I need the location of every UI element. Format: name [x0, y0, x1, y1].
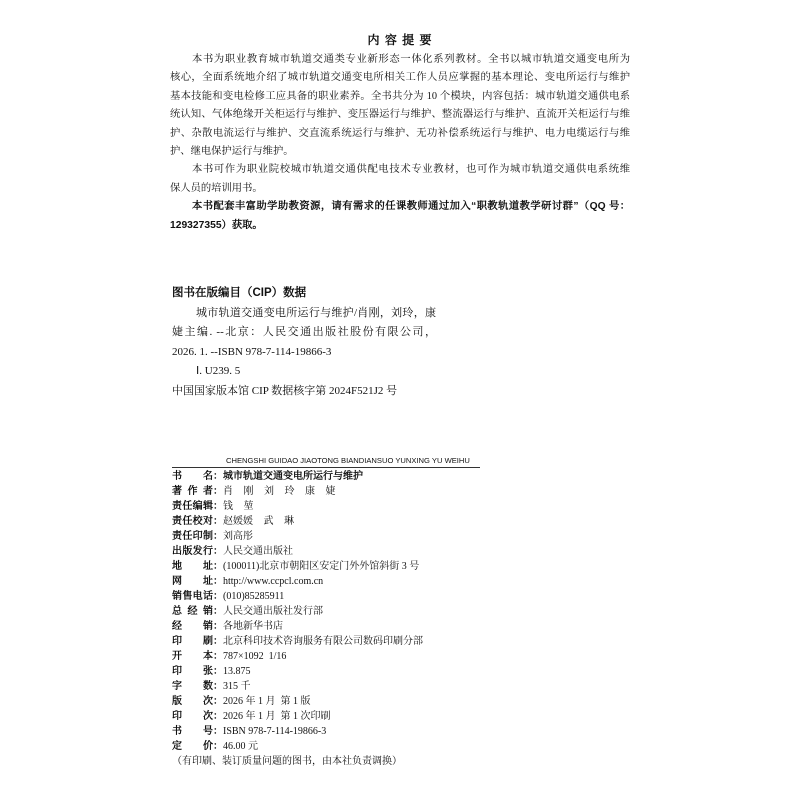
colophon-row-isbn	[172, 724, 423, 739]
colophon-row-general-distributor	[172, 604, 423, 619]
text-line: 保人员的培训用书。	[170, 182, 263, 194]
colophon-row-print-supervisor	[172, 529, 423, 544]
colophon-separator: ：	[213, 696, 223, 707]
cip-heading: 图书在版编目（CIP）数据	[172, 287, 307, 299]
colophon-row-proofreader	[172, 514, 423, 529]
colophon-value: 13.875	[223, 666, 251, 677]
colophon-row-website	[172, 574, 423, 589]
colophon-row-edition	[172, 694, 423, 709]
colophon-value: 人民交通出版社发行部	[223, 606, 323, 617]
colophon-label: 责任校对	[172, 516, 213, 527]
colophon-label: 责任编辑	[172, 501, 213, 512]
cip-line: 中国国家版本馆 CIP 数据核字第 2024F521J2 号	[172, 384, 398, 397]
colophon-separator: ：	[213, 591, 223, 602]
colophon-value: 肖 刚 刘 玲 康 婕	[223, 486, 336, 497]
divider	[172, 467, 480, 468]
summary-paragraph-3	[170, 198, 630, 235]
colophon-value: 赵媛媛 武 琳	[223, 516, 294, 527]
colophon-separator: ：	[213, 576, 223, 587]
colophon-separator: ：	[213, 531, 223, 542]
text-line: 本书为职业教育城市轨道交通类专业新形态一体化系列教材。全书以城市轨道交通变电所为	[192, 54, 630, 65]
colophon-separator: ：	[213, 681, 223, 692]
text-line: 护、杂散电流运行与维护、交直流系统运行与维护、无功补偿系统运行与维护、电力电缆运行与维	[170, 127, 630, 139]
colophon-note: （有印刷、装订质量问题的图书，由本社负责调换）	[172, 756, 402, 767]
colophon-label: 地 址	[172, 561, 213, 572]
colophon-separator: ：	[213, 711, 223, 722]
cip-line: 城市轨道交通变电所运行与维护/肖刚，刘玲，康	[196, 306, 436, 319]
colophon-separator: ：	[213, 651, 223, 662]
colophon-row-publisher	[172, 544, 423, 559]
colophon-separator: ：	[213, 621, 223, 632]
colophon-value: 315 千	[223, 681, 251, 692]
text-line: 基本技能和变电检修工应具备的职业素养。全书共分为 10 个模块，内容包括：城市轨道交通供电系	[170, 90, 630, 102]
pinyin-title: CHENGSHI GUIDAO JIAOTONG BIANDIANSUO YUNXING YU WEIHU	[226, 456, 470, 465]
colophon-separator: ：	[213, 516, 223, 527]
colophon-row-editor	[172, 499, 423, 514]
colophon-row-distributor	[172, 619, 423, 634]
colophon-value: 北京科印技术咨询服务有限公司数码印刷分部	[223, 636, 423, 647]
colophon-separator: ：	[213, 471, 223, 482]
colophon-value: (100011)北京市朝阳区安定门外外馆斜街 3 号	[223, 561, 420, 572]
colophon-label: 责任印制	[172, 531, 213, 542]
colophon-separator: ：	[213, 486, 223, 497]
colophon-label: 字 数	[172, 681, 213, 692]
text-line: 129327355）获取。	[170, 219, 263, 231]
colophon-label: 开 本	[172, 651, 213, 662]
colophon-row-format	[172, 649, 423, 664]
colophon-value: 787×1092 1/16	[223, 651, 287, 662]
colophon-value: 各地新华书店	[223, 621, 283, 632]
colophon-value: http://www.ccpcl.com.cn	[223, 576, 324, 587]
cip-line: Ⅰ. U239. 5	[196, 365, 241, 378]
colophon-row-impression	[172, 709, 423, 724]
colophon-row-sales-phone	[172, 589, 423, 604]
cip-line: 婕主编. --北京：人民交通出版社股份有限公司，	[172, 326, 436, 339]
summary-paragraph-1	[170, 51, 630, 161]
colophon-label: 书 名	[172, 471, 213, 482]
colophon-label: 网 址	[172, 576, 213, 587]
colophon-separator: ：	[213, 561, 223, 572]
text-line: 护、继电保护运行与维护。	[170, 145, 294, 157]
colophon-label: 印 次	[172, 711, 213, 722]
colophon-separator: ：	[213, 606, 223, 617]
colophon-value: (010)85285911	[223, 591, 285, 602]
colophon-separator: ：	[213, 636, 223, 647]
text-line: 统认知、气体绝缘开关柜运行与维护、变压器运行与维护、整流器运行与维护、直流开关柜运行与维	[170, 109, 630, 121]
colophon-label: 经 销	[172, 621, 213, 632]
colophon-label: 著 作 者	[172, 486, 213, 497]
text-line: 本书配套丰富助学助教资源，请有需求的任课教师通过加入“职教轨道教学研讨群”（QQ 号：	[192, 201, 630, 213]
colophon-label: 销售电话	[172, 591, 213, 602]
colophon-row-address	[172, 559, 423, 574]
colophon-separator: ：	[213, 726, 223, 737]
colophon-row-word-count	[172, 679, 423, 694]
colophon-row-title	[172, 469, 423, 484]
colophon-separator: ：	[213, 546, 223, 557]
colophon-separator: ：	[213, 501, 223, 512]
summary-paragraph-2	[170, 161, 630, 198]
summary-section	[170, 51, 630, 235]
summary-title: 内 容 提 要	[367, 33, 433, 47]
colophon-separator: ：	[213, 741, 223, 752]
colophon-label: 出版发行	[172, 546, 213, 557]
colophon-value: 刘高彤	[223, 531, 253, 542]
colophon-label: 总 经 销	[172, 606, 213, 617]
cip-section	[172, 284, 492, 402]
colophon-label: 印 刷	[172, 636, 213, 647]
colophon-value: ISBN 978-7-114-19866-3	[223, 726, 327, 737]
colophon-row-sheets	[172, 664, 423, 679]
colophon-label: 版 次	[172, 696, 213, 707]
colophon-label: 定 价	[172, 741, 213, 752]
colophon-row-authors	[172, 484, 423, 499]
colophon-value: 2026 年 1 月 第 1 次印刷	[223, 711, 331, 722]
colophon-value: 2026 年 1 月 第 1 版	[223, 696, 311, 707]
text-line: 核心，全面系统地介绍了城市轨道交通变电所相关工作人员应掌握的基本理论、变电所运行与维护	[170, 72, 630, 84]
colophon-label: 书 号	[172, 726, 213, 737]
colophon-value: 人民交通出版社	[223, 546, 293, 557]
colophon-label: 印 张	[172, 666, 213, 677]
text-line: 本书可作为职业院校城市轨道交通供配电技术专业教材，也可作为城市轨道交通供电系统维	[192, 164, 630, 176]
colophon-list	[172, 469, 423, 769]
colophon-value: 城市轨道交通变电所运行与维护	[223, 471, 363, 482]
colophon-separator: ：	[213, 666, 223, 677]
colophon-row-price	[172, 739, 423, 754]
colophon-value: 46.00 元	[223, 741, 258, 752]
colophon-row-printer	[172, 634, 423, 649]
cip-line: 2026. 1. --ISBN 978-7-114-19866-3	[172, 345, 332, 358]
colophon-value: 钱 堃	[223, 501, 254, 512]
